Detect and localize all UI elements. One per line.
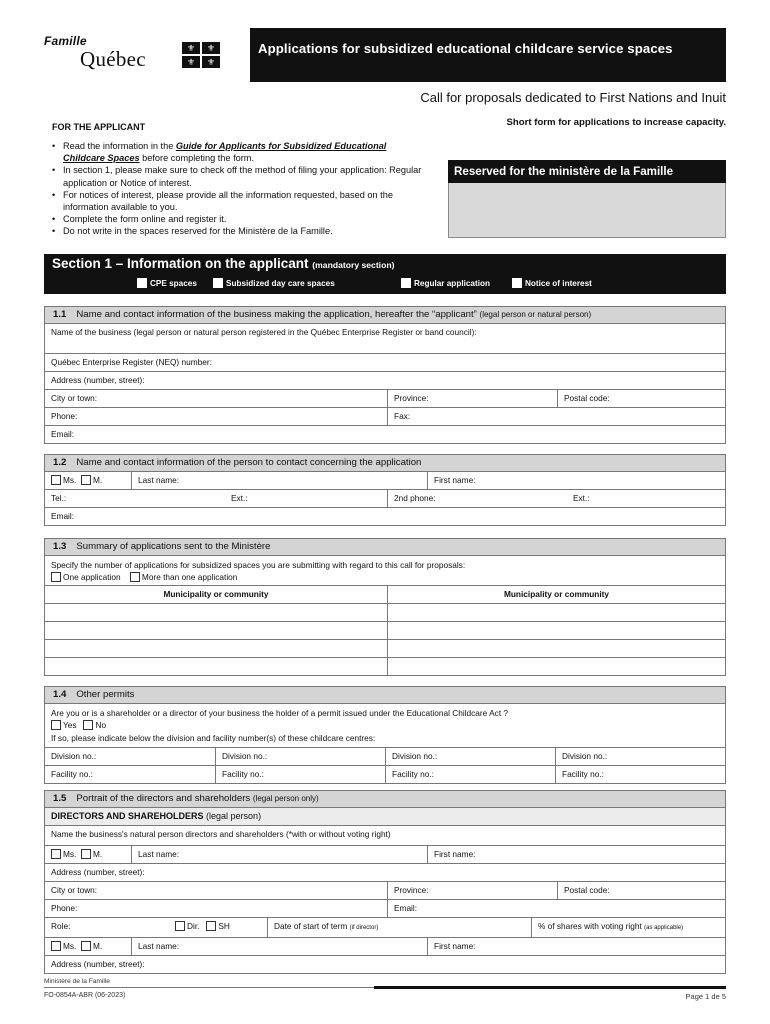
director-email-field[interactable]: Email: bbox=[387, 900, 725, 917]
email-field[interactable]: Email: bbox=[44, 426, 726, 444]
term-start-field[interactable]: Date of start of term (if director) bbox=[267, 918, 531, 937]
director-address-field[interactable]: Address (number, street): bbox=[44, 864, 726, 882]
m-checkbox[interactable] bbox=[81, 849, 91, 859]
fax-field[interactable]: Fax: bbox=[387, 408, 725, 425]
director-last-name-field[interactable]: Last name: bbox=[131, 846, 427, 863]
form-title: Applications for subsidized educational childcare service spaces bbox=[250, 28, 726, 82]
section-1-header bbox=[44, 254, 726, 294]
division-field[interactable]: Division no.: bbox=[51, 751, 97, 761]
cpe-spaces-option[interactable]: CPE spaces bbox=[137, 278, 197, 288]
contact-last-name-field[interactable]: Last name: bbox=[131, 472, 427, 489]
neq-field[interactable]: Québec Enterprise Register (NEQ) number: bbox=[44, 354, 726, 372]
municipality-table-header bbox=[44, 586, 726, 604]
ext2-field[interactable]: Ext.: bbox=[573, 493, 590, 503]
cpe-spaces-checkbox[interactable] bbox=[137, 278, 147, 288]
title-selector: Ms. M. bbox=[45, 846, 131, 863]
regular-application-option[interactable]: Regular application bbox=[401, 278, 490, 288]
m-checkbox[interactable] bbox=[81, 941, 91, 951]
role-field: Role: Dir. SH bbox=[51, 921, 230, 931]
applications-count-row: Specify the number of applications for subsidized spaces you are submitting with regard to this call for proposals: One application More than one application bbox=[44, 556, 726, 586]
second-phone-field[interactable]: 2nd phone: bbox=[387, 490, 567, 507]
address-field[interactable]: Address (number, street): bbox=[44, 372, 726, 390]
section-1-5-header: 1.5 Portrait of the directors and shareholders (legal person only) bbox=[44, 790, 726, 808]
instruction-item: • For notices of interest, please provide all the information requested, based on the information available to you. bbox=[52, 189, 422, 213]
phone-fax-row bbox=[44, 408, 726, 426]
notice-of-interest-option[interactable]: Notice of interest bbox=[512, 278, 592, 288]
province-field[interactable]: Province: bbox=[387, 390, 557, 407]
instruction-item: • Complete the form online and register it. bbox=[52, 213, 422, 225]
table-row bbox=[44, 658, 726, 676]
director-name-row bbox=[44, 938, 726, 956]
municipality-input[interactable] bbox=[45, 640, 387, 657]
phone-field[interactable]: Phone: bbox=[51, 411, 78, 421]
notice-of-interest-checkbox[interactable] bbox=[512, 278, 522, 288]
applicant-instructions bbox=[52, 140, 422, 238]
reserved-area bbox=[448, 183, 726, 238]
municipality-input[interactable] bbox=[45, 658, 387, 675]
section-1-1-header: 1.1 Name and contact information of the business making the application, hereafter the “applicant” (legal person or natural person) bbox=[44, 306, 726, 324]
title-selector: Ms. M. bbox=[45, 938, 131, 955]
director-first-name-field[interactable]: First name: bbox=[427, 846, 725, 863]
form-code: FO-0854A-ABR (06-2023) bbox=[44, 992, 126, 999]
shares-field[interactable]: % of shares with voting right (as applicable) bbox=[531, 918, 725, 937]
contact-first-name-field[interactable]: First name: bbox=[427, 472, 725, 489]
municipality-input[interactable] bbox=[387, 622, 725, 639]
regular-application-checkbox[interactable] bbox=[401, 278, 411, 288]
subsidized-daycare-checkbox[interactable] bbox=[213, 278, 223, 288]
director-name-row bbox=[44, 846, 726, 864]
sh-checkbox[interactable] bbox=[206, 921, 216, 931]
municipality-input[interactable] bbox=[387, 604, 725, 621]
director-city-row bbox=[44, 882, 726, 900]
reserved-heading: Reserved for the ministère de la Famille bbox=[448, 160, 726, 183]
footer-divider bbox=[44, 986, 726, 989]
logo-quebec-text: Québec bbox=[80, 47, 146, 71]
ms-checkbox[interactable] bbox=[51, 475, 61, 485]
director-phone-field[interactable]: Phone: bbox=[51, 903, 78, 913]
director-role-row bbox=[44, 918, 726, 938]
logo-famille-text: Famille bbox=[44, 34, 87, 48]
guide-link[interactable]: Guide for Applicants for Subsidized Educational Childcare Spaces bbox=[63, 141, 387, 164]
director-phone-row bbox=[44, 900, 726, 918]
page-number: Page 1 de 5 bbox=[685, 992, 726, 1001]
municipality-input[interactable] bbox=[45, 622, 387, 639]
call-for-proposals: Call for proposals dedicated to First Nations and Inuit bbox=[420, 90, 726, 105]
for-applicant-heading: FOR THE APPLICANT bbox=[52, 122, 146, 132]
section-1-4-header: 1.4 Other permits bbox=[44, 686, 726, 704]
more-applications-checkbox[interactable] bbox=[130, 572, 140, 582]
table-row bbox=[44, 640, 726, 658]
division-row bbox=[44, 748, 726, 766]
directors-instruction-row bbox=[44, 826, 726, 846]
contact-phone-row bbox=[44, 490, 726, 508]
short-form-note: Short form for applications to increase capacity. bbox=[506, 117, 726, 128]
municipality-col-1: Municipality or community bbox=[163, 589, 269, 599]
division-field[interactable]: Division no.: bbox=[215, 748, 385, 765]
facility-field[interactable]: Facility no.: bbox=[385, 766, 555, 783]
directors-subheader: DIRECTORS AND SHAREHOLDERS (legal person) bbox=[44, 808, 726, 826]
director-address-field[interactable]: Address (number, street): bbox=[44, 956, 726, 974]
section-1-title: Section 1 – Information on the applicant (mandatory section) bbox=[52, 256, 395, 271]
division-field[interactable]: Division no.: bbox=[385, 748, 555, 765]
municipality-col-2: Municipality or community bbox=[387, 586, 725, 603]
facility-field[interactable]: Facility no.: bbox=[555, 766, 725, 783]
director-city-field[interactable]: City or town: bbox=[51, 885, 98, 895]
instruction-item: • Read the information in the Guide for Applicants for Subsidized Educational Childcare Spaces before completing the form. bbox=[52, 140, 422, 164]
table-row bbox=[44, 604, 726, 622]
subsidized-daycare-option[interactable]: Subsidized day care spaces bbox=[213, 278, 335, 288]
famille-quebec-logo bbox=[44, 32, 234, 76]
contact-email-field[interactable]: Email: bbox=[44, 508, 726, 526]
dir-checkbox[interactable] bbox=[175, 921, 185, 931]
section-1-3-header: 1.3 Summary of applications sent to the Ministère bbox=[44, 538, 726, 556]
m-checkbox[interactable] bbox=[81, 475, 91, 485]
facility-row bbox=[44, 766, 726, 784]
business-name-field[interactable]: Name of the business (legal person or natural person registered in the Québec Enterprise Register or band council): bbox=[44, 324, 726, 354]
title-selector: Ms. M. bbox=[45, 472, 131, 489]
ministry-footer: Ministère de la Famille bbox=[44, 978, 110, 985]
directors-instruction: Name the business's natural person directors and shareholders (*with or without voting right) bbox=[51, 829, 391, 839]
permit-yes-checkbox[interactable] bbox=[51, 720, 61, 730]
ms-checkbox[interactable] bbox=[51, 941, 61, 951]
division-field[interactable]: Division no.: bbox=[555, 748, 725, 765]
director-postal-field[interactable]: Postal code: bbox=[557, 882, 725, 899]
municipality-input[interactable] bbox=[45, 604, 387, 621]
contact-name-row bbox=[44, 472, 726, 490]
ms-checkbox[interactable] bbox=[51, 849, 61, 859]
city-province-postal-row bbox=[44, 390, 726, 408]
facility-field[interactable]: Facility no.: bbox=[51, 769, 93, 779]
postal-code-field[interactable]: Postal code: bbox=[557, 390, 725, 407]
facility-field[interactable]: Facility no.: bbox=[215, 766, 385, 783]
instruction-item: • In section 1, please make sure to check off the method of filing your application: Regular application or Notice of interest. bbox=[52, 164, 422, 188]
director-last-name-field[interactable]: Last name: bbox=[131, 938, 427, 955]
section-1-2-header: 1.2 Name and contact information of the person to contact concerning the application bbox=[44, 454, 726, 472]
permit-question: Are you or is a shareholder or a director of your business the holder of a permit issued under the Educational Childcare Act ? bbox=[51, 708, 509, 718]
permit-if-so: If so, please indicate below the division and facility number(s) of these childcare centres: bbox=[51, 732, 376, 743]
ext-field[interactable]: Ext.: bbox=[231, 493, 248, 503]
applications-instruction: Specify the number of applications for subsidized spaces you are submitting with regard to this call for proposals: bbox=[51, 560, 466, 570]
permit-question-row: Are you or is a shareholder or a director of your business the holder of a permit issued under the Educational Childcare Act ? Yes No If so, please indicate below the division and facility number(s) of these childcare centres: bbox=[44, 704, 726, 748]
municipality-input[interactable] bbox=[387, 658, 725, 675]
city-field[interactable]: City or town: bbox=[51, 393, 98, 403]
municipality-input[interactable] bbox=[387, 640, 725, 657]
table-row bbox=[44, 622, 726, 640]
one-application-checkbox[interactable] bbox=[51, 572, 61, 582]
tel-field[interactable]: Tel.: bbox=[51, 493, 67, 503]
fleur-de-lis-icon: ⚜ ⚜ ⚜ ⚜ bbox=[182, 42, 222, 70]
director-province-field[interactable]: Province: bbox=[387, 882, 557, 899]
permit-no-checkbox[interactable] bbox=[83, 720, 93, 730]
instruction-item: • Do not write in the spaces reserved for the Ministère de la Famille. bbox=[52, 225, 422, 237]
director-first-name-field[interactable]: First name: bbox=[427, 938, 725, 955]
